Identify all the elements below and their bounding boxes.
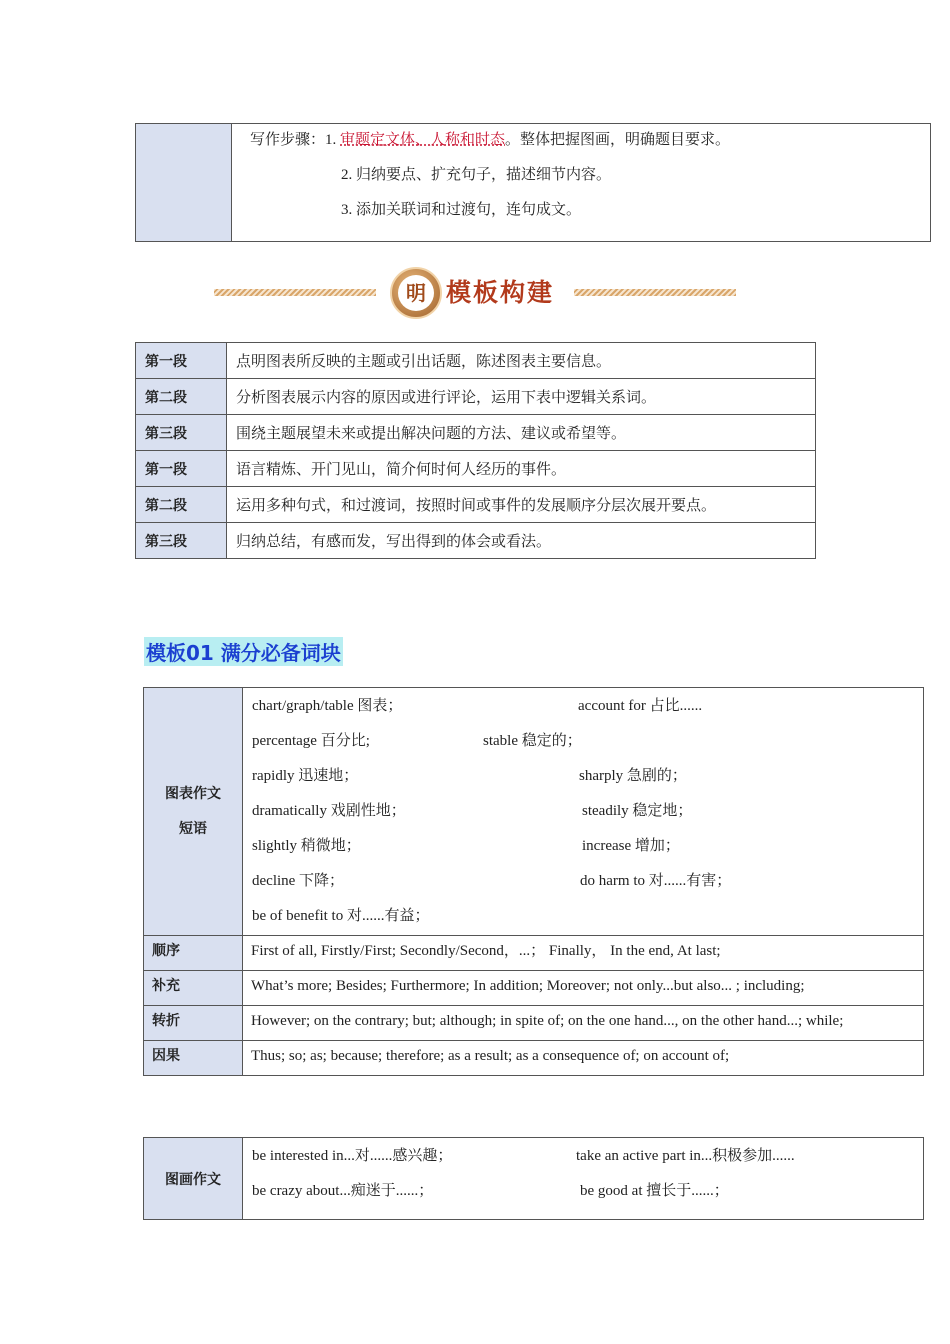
phrase-item: be crazy about...痴迷于......； (252, 1183, 434, 1199)
banner-emblem-char: 明 (398, 275, 434, 311)
table-row (136, 451, 816, 487)
steps-label-cell (136, 124, 232, 242)
table-row (136, 415, 816, 451)
step-2: 2. 归纳要点、扩充句子，描述细节内容。 (341, 167, 612, 183)
connector-label: 补充 (144, 971, 243, 1006)
template-build-banner (214, 264, 736, 318)
phrase-item: rapidly 迅速地； (252, 768, 359, 784)
paragraph-desc: 运用多种句式，和过渡词，按照时间或事件的发展顺序分层次展开要点。 (227, 487, 816, 523)
phrase-item: chart/graph/table 图表； (252, 698, 403, 714)
table-row (136, 523, 816, 559)
connector-label: 顺序 (144, 936, 243, 971)
picture-phrases-table (143, 1137, 924, 1220)
connector-text: First of all, Firstly/First; Secondly/Second，...； Finally， In the end, At last; (243, 936, 924, 971)
phrase-item: be interested in...对......感兴趣； (252, 1148, 453, 1164)
paragraph-label: 第一段 (136, 343, 227, 379)
connector-text: What’s more; Besides; Furthermore; In addition; Moreover; not only...but also... ; including; (243, 971, 924, 1006)
vocabulary-table (143, 687, 924, 1076)
phrase-item: do harm to 对......有害； (580, 873, 732, 889)
chart-label-line2: 短语 (179, 820, 207, 837)
banner-emblem-icon (390, 267, 442, 319)
phrase-item: be of benefit to 对......有益； (252, 908, 430, 924)
phrase-item: increase 增加； (582, 838, 680, 854)
steps-prefix: 写作步骤： (250, 132, 326, 148)
phrase-item: dramatically 戏剧性地； (252, 803, 406, 819)
paragraph-desc: 归纳总结，有感而发，写出得到的体会或看法。 (227, 523, 816, 559)
chart-label-line1: 图表作文 (165, 785, 221, 802)
paragraph-label: 第二段 (136, 379, 227, 415)
phrase-item: percentage 百分比; (252, 733, 370, 749)
steps-content-cell (232, 124, 931, 242)
phrase-item: account for 占比...... (578, 698, 703, 714)
step1-highlight: 审题定文体、人称和时态 (340, 132, 506, 148)
paragraph-label: 第一段 (136, 451, 227, 487)
table-row (144, 688, 924, 936)
connector-label: 转折 (144, 1006, 243, 1041)
paragraph-desc: 点明图表所反映的主题或引出话题，陈述图表主要信息。 (227, 343, 816, 379)
paragraph-desc: 语言精炼、开门见山，简介何时何人经历的事件。 (227, 451, 816, 487)
paragraph-label: 第三段 (136, 523, 227, 559)
connector-label: 因果 (144, 1041, 243, 1076)
paragraph-structure-table (135, 342, 816, 559)
phrase-item: steadily 稳定地； (582, 803, 693, 819)
table-row (144, 1041, 924, 1076)
step-1 (250, 128, 730, 149)
banner-title: 模板构建 (446, 278, 555, 307)
phrase-item: sharply 急剧的； (579, 768, 687, 784)
paragraph-desc: 围绕主题展望未来或提出解决问题的方法、建议或希望等。 (227, 415, 816, 451)
connector-text: Thus; so; as; because; therefore; as a result; as a consequence of; on account of; (243, 1041, 924, 1076)
banner-stripe-right (574, 289, 736, 296)
banner-stripe-left (214, 289, 376, 296)
section-heading: 模板01 满分必备词块 (144, 637, 343, 666)
paragraph-label: 第三段 (136, 415, 227, 451)
paragraph-desc: 分析图表展示内容的原因或进行评论，运用下表中逻辑关系词。 (227, 379, 816, 415)
step-3: 3. 添加关联词和过渡句，连句成文。 (341, 202, 582, 218)
step1-number: 1. (325, 132, 341, 148)
phrase-item: decline 下降； (252, 873, 345, 889)
paragraph-label: 第二段 (136, 487, 227, 523)
step1-rest: 。整体把握图画，明确题目要求。 (505, 132, 731, 148)
table-row (136, 343, 816, 379)
table-row (144, 971, 924, 1006)
phrase-item: be good at 擅长于......； (580, 1183, 729, 1199)
phrase-item: take an active part in...积极参加...... (576, 1148, 795, 1164)
table-row (144, 936, 924, 971)
writing-steps-table (135, 123, 931, 242)
connector-text: However; on the contrary; but; although; in spite of; on the one hand..., on the other hand...; while; (243, 1006, 924, 1041)
table-row (144, 1006, 924, 1041)
chart-phrases-label (144, 688, 243, 936)
table-row (144, 1138, 924, 1220)
picture-label: 图画作文 (144, 1138, 243, 1220)
picture-phrases-cell (243, 1138, 924, 1220)
table-row (136, 487, 816, 523)
phrase-item: slightly 稍微地； (252, 838, 361, 854)
chart-phrases-cell (243, 688, 924, 936)
phrase-item: stable 稳定的； (483, 733, 582, 749)
table-row (136, 379, 816, 415)
